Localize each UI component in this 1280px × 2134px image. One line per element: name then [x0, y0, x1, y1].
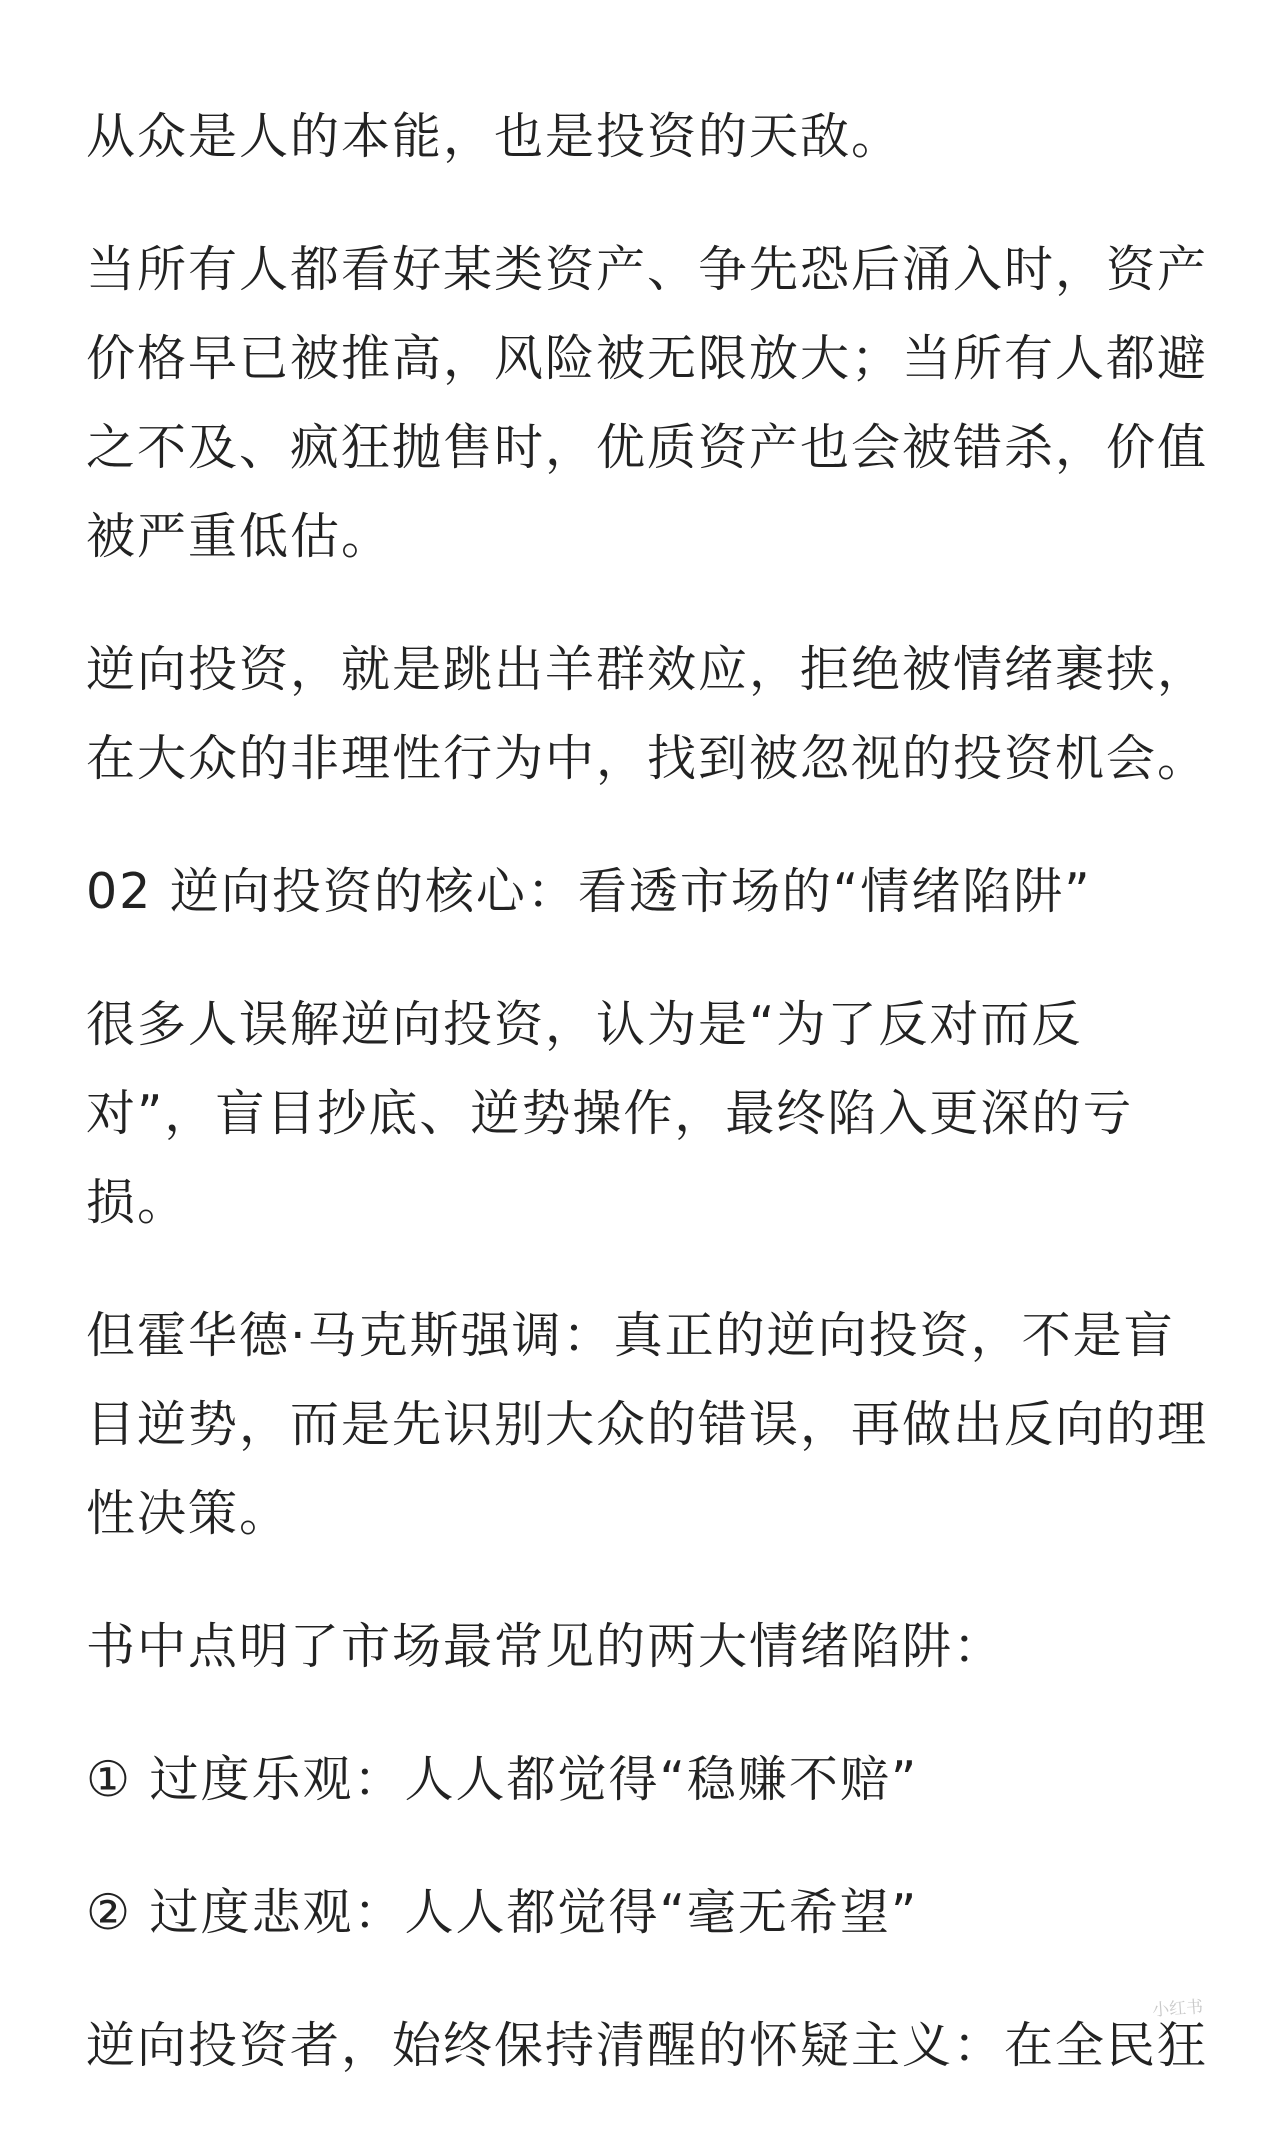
list-item-over-optimism [86, 1735, 1206, 1824]
text-line: 被严重低估。 [86, 508, 393, 565]
section-heading [86, 847, 1206, 936]
text-line: 损。 [86, 1174, 189, 1231]
text-line: 但霍华德·马克斯强调：真正的逆向投资，不是盲 [86, 1307, 1175, 1364]
text-line: 02 逆向投资的核心：看透市场的“情绪陷阱” [86, 863, 1092, 920]
text-line: 对”，盲目抄底、逆势操作，最终陷入更深的亏 [86, 1085, 1134, 1142]
text-line: 很多人误解逆向投资，认为是“为了反对而反 [86, 996, 1083, 1053]
paragraph-herd-instinct [86, 92, 1206, 181]
list-item-over-pessimism [86, 1868, 1206, 1957]
article-body [86, 92, 1209, 2134]
paragraph-howard-marks [86, 1291, 1209, 1558]
text-line: 书中点明了市场最常见的两大情绪陷阱： [86, 1618, 1005, 1675]
watermark-logo: 小红书 [1151, 1997, 1204, 2021]
paragraph-skepticism [86, 2001, 1209, 2090]
paragraph-emotional-traps-intro [86, 1602, 1206, 1691]
text-line: 从众是人的本能，也是投资的天敌。 [86, 108, 903, 165]
text-line: 价格早已被推高，风险被无限放大；当所有人都避 [86, 330, 1209, 387]
text-line: ② 过度悲观：人人都觉得“毫无希望” [86, 1884, 919, 1941]
paragraph-misunderstanding [86, 980, 1206, 1247]
text-line: 性决策。 [86, 1485, 291, 1542]
text-line: 目逆势，而是先识别大众的错误，再做出反向的理 [86, 1396, 1209, 1453]
paragraph-contrarian-definition [86, 625, 1209, 803]
text-line: 当所有人都看好某类资产、争先恐后涌入时，资产 [86, 241, 1209, 298]
text-line: 之不及、疯狂抛售时，优质资产也会被错杀，价值 [86, 419, 1209, 476]
text-line: ① 过度乐观：人人都觉得“稳赚不赔” [86, 1751, 919, 1808]
text-line: 逆向投资者，始终保持清醒的怀疑主义：在全民狂 [86, 2017, 1209, 2074]
paragraph-asset-pricing [86, 225, 1209, 581]
text-line: 逆向投资，就是跳出羊群效应，拒绝被情绪裹挟， [86, 641, 1209, 698]
text-line: 在大众的非理性行为中，找到被忽视的投资机会。 [86, 730, 1209, 787]
